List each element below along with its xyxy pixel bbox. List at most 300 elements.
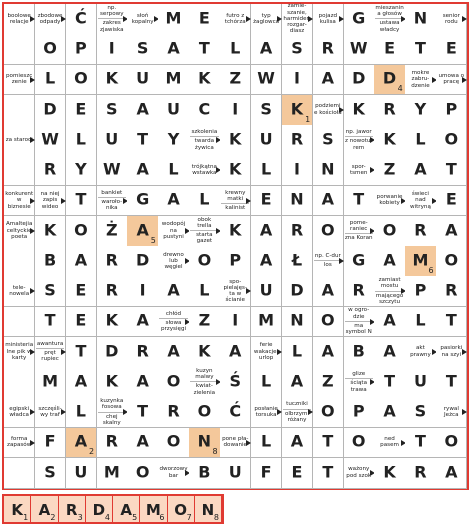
letter-cell[interactable] [35, 95, 66, 126]
letter-cell[interactable] [374, 34, 405, 65]
clue-cell [35, 4, 66, 35]
letter-cell[interactable] [282, 125, 313, 156]
letter-cell[interactable] [436, 125, 467, 156]
solution-number: 5 [150, 235, 156, 245]
letter-cell[interactable] [220, 125, 251, 156]
clue-text: zna Koran [344, 235, 373, 242]
letter-cell[interactable] [344, 65, 375, 96]
letter-cell[interactable] [189, 397, 220, 428]
letter-cell[interactable] [35, 276, 66, 307]
clue-text: krewny matki [225, 189, 246, 202]
clue-cell [220, 428, 251, 459]
clue-cell [189, 155, 220, 186]
letter-cell[interactable] [344, 397, 375, 428]
cell-letter: N [290, 190, 304, 210]
letter-cell[interactable] [220, 367, 251, 398]
letter-cell[interactable] [313, 276, 344, 307]
letter-cell[interactable] [405, 246, 436, 277]
letter-cell[interactable] [97, 367, 128, 398]
letter-cell[interactable] [282, 216, 313, 247]
letter-cell[interactable] [127, 367, 158, 398]
letter-cell[interactable] [282, 246, 313, 277]
letter-cell[interactable] [66, 367, 97, 398]
cell-letter: I [139, 280, 146, 300]
letter-cell[interactable] [282, 155, 313, 186]
clue-cell [35, 397, 66, 428]
letter-cell[interactable] [97, 428, 128, 459]
letter-cell[interactable] [344, 95, 375, 126]
letter-cell[interactable] [344, 428, 375, 459]
letter-cell[interactable] [127, 216, 158, 247]
cell-letter: Ś [229, 371, 241, 391]
letter-cell[interactable] [127, 276, 158, 307]
clue-text-wrap [345, 459, 373, 487]
clue-text: akt prawny [410, 345, 431, 358]
clue-cell [344, 125, 375, 156]
cell-letter: O [444, 129, 459, 149]
clue-text-wrap [314, 247, 342, 275]
letter-cell[interactable] [158, 65, 189, 96]
clue-cell [374, 186, 405, 217]
letter-cell[interactable] [282, 428, 313, 459]
letter-cell[interactable] [436, 246, 467, 277]
letter-cell[interactable] [189, 428, 220, 459]
letter-cell[interactable] [35, 307, 66, 338]
letter-cell[interactable] [251, 34, 282, 65]
letter-cell[interactable] [220, 34, 251, 65]
letter-cell[interactable] [405, 125, 436, 156]
letter-cell[interactable] [158, 186, 189, 217]
clue-cell [158, 307, 189, 338]
clue-text: ściąta trawa [345, 378, 373, 393]
letter-cell[interactable] [374, 307, 405, 338]
clue-text-wrap [190, 217, 218, 245]
letter-cell[interactable] [35, 458, 66, 489]
letter-cell[interactable] [251, 428, 282, 459]
letter-cell[interactable] [127, 246, 158, 277]
cell-letter: S [106, 99, 118, 119]
cell-letter: S [136, 38, 149, 58]
solution-cell[interactable] [59, 496, 86, 522]
letter-cell[interactable] [374, 65, 405, 96]
letter-cell[interactable] [97, 246, 128, 277]
letter-cell[interactable] [220, 95, 251, 126]
solution-cell[interactable] [31, 496, 58, 522]
letter-cell[interactable] [313, 397, 344, 428]
clue-text: olbrzymi różany [283, 409, 311, 424]
cell-letter: M [165, 69, 182, 89]
cell-letter: K [229, 129, 242, 149]
cell-letter: O [74, 220, 88, 240]
cell-letter: A [383, 401, 396, 421]
letter-cell[interactable] [97, 95, 128, 126]
cell-letter: Ł [291, 250, 303, 270]
clue-cell [97, 186, 128, 217]
cell-letter: A [136, 159, 149, 179]
letter-cell[interactable] [66, 65, 97, 96]
clue-cell [97, 4, 128, 35]
cell-letter: U [228, 462, 242, 482]
clue-text-wrap [437, 398, 465, 426]
solution-number: 5 [132, 513, 138, 522]
cell-letter: I [232, 311, 239, 331]
letter-cell[interactable] [436, 307, 467, 338]
letter-cell[interactable] [436, 95, 467, 126]
cell-letter: K [352, 99, 365, 119]
cell-letter: K [383, 462, 396, 482]
letter-cell[interactable] [66, 276, 97, 307]
letter-cell[interactable] [374, 246, 405, 277]
letter-cell[interactable] [35, 34, 66, 65]
clue-cell [436, 397, 467, 428]
letter-cell[interactable] [313, 125, 344, 156]
clue-text-wrap [5, 398, 33, 426]
letter-cell[interactable] [66, 397, 97, 428]
letter-cell[interactable] [251, 307, 282, 338]
letter-cell[interactable] [405, 4, 436, 35]
letter-cell[interactable] [220, 307, 251, 338]
cell-letter: T [75, 341, 87, 361]
letter-cell[interactable] [189, 95, 220, 126]
solution-cell[interactable] [168, 496, 195, 522]
letter-cell[interactable] [220, 246, 251, 277]
clue-cell [4, 186, 35, 217]
letter-cell[interactable] [282, 458, 313, 489]
clue-cell [344, 458, 375, 489]
cell-letter: W [349, 38, 368, 58]
letter-cell[interactable] [436, 186, 467, 217]
letter-cell[interactable] [158, 276, 189, 307]
letter-cell[interactable] [97, 276, 128, 307]
letter-cell[interactable] [374, 95, 405, 126]
letter-cell[interactable] [66, 186, 97, 217]
letter-cell[interactable] [127, 428, 158, 459]
letter-cell[interactable] [189, 186, 220, 217]
letter-cell[interactable] [189, 34, 220, 65]
letter-cell[interactable] [344, 276, 375, 307]
letter-cell[interactable] [251, 367, 282, 398]
clue-text: ferie wakacje, urlop [253, 342, 279, 361]
letter-cell[interactable] [189, 4, 220, 35]
letter-cell[interactable] [158, 397, 189, 428]
solution-number: 4 [397, 84, 403, 94]
cell-letter: L [261, 371, 272, 391]
solution-cell[interactable] [195, 496, 222, 522]
solution-cell[interactable] [86, 496, 113, 522]
letter-cell[interactable] [66, 337, 97, 368]
letter-cell[interactable] [282, 337, 313, 368]
letter-cell[interactable] [313, 155, 344, 186]
letter-cell[interactable] [127, 337, 158, 368]
letter-cell[interactable] [282, 276, 313, 307]
letter-cell[interactable] [251, 95, 282, 126]
cell-letter: A [136, 220, 149, 240]
letter-cell[interactable] [436, 367, 467, 398]
letter-cell[interactable] [97, 216, 128, 247]
letter-cell[interactable] [251, 216, 282, 247]
cell-letter: A [290, 432, 304, 452]
clue-text: tuczniki [286, 401, 308, 408]
letter-cell[interactable] [35, 155, 66, 186]
cell-letter: K [105, 69, 118, 89]
letter-cell[interactable] [127, 95, 158, 126]
letter-cell[interactable] [189, 246, 220, 277]
cell-letter: K [105, 311, 118, 331]
cell-letter: A [445, 462, 458, 482]
solution-strip [2, 494, 224, 524]
letter-cell[interactable] [158, 95, 189, 126]
letter-cell[interactable] [344, 337, 375, 368]
letter-cell[interactable] [220, 458, 251, 489]
solution-number: 2 [50, 513, 56, 522]
letter-cell[interactable] [282, 65, 313, 96]
letter-cell[interactable] [374, 397, 405, 428]
letter-cell[interactable] [405, 34, 436, 65]
cell-letter: M [42, 371, 58, 391]
letter-cell[interactable] [282, 34, 313, 65]
cell-letter: I [294, 69, 300, 89]
cell-letter: K [383, 129, 396, 149]
cell-letter: O [74, 69, 88, 89]
cell-letter: K [198, 341, 211, 361]
letter-cell[interactable] [313, 307, 344, 338]
solution-cell[interactable] [113, 496, 140, 522]
letter-cell[interactable] [66, 4, 97, 35]
letter-cell[interactable] [97, 458, 128, 489]
clue-text: typ żaglowca [253, 12, 280, 25]
cell-letter: R [445, 280, 458, 300]
cell-letter: R [321, 38, 334, 58]
solution-number: 7 [186, 513, 192, 522]
letter-cell[interactable] [220, 397, 251, 428]
letter-cell[interactable] [158, 367, 189, 398]
cell-letter: A [383, 341, 396, 361]
letter-cell[interactable] [127, 125, 158, 156]
cell-letter: I [108, 38, 115, 58]
clue-text: mokre zabru-dzenie [411, 70, 430, 89]
letter-cell[interactable] [251, 276, 282, 307]
clue-cell [35, 186, 66, 217]
letter-cell[interactable] [405, 216, 436, 247]
letter-cell[interactable] [313, 65, 344, 96]
letter-cell[interactable] [313, 458, 344, 489]
letter-cell[interactable] [313, 428, 344, 459]
cell-letter: A [136, 311, 149, 331]
letter-cell[interactable] [66, 246, 97, 277]
cell-letter: B [198, 462, 211, 482]
clue-text: spo-pielajęs-ta w ścianie [223, 278, 247, 304]
letter-cell[interactable] [374, 458, 405, 489]
letter-cell[interactable] [127, 307, 158, 338]
clue-text-wrap [5, 277, 33, 305]
clue-text: glize [352, 371, 366, 377]
letter-cell[interactable] [97, 155, 128, 186]
letter-cell[interactable] [97, 34, 128, 65]
solution-cell[interactable] [140, 496, 167, 522]
cell-letter: A [321, 69, 335, 89]
letter-cell[interactable] [66, 95, 97, 126]
letter-cell[interactable] [405, 155, 436, 186]
cell-letter: N [197, 432, 212, 452]
cell-letter: T [75, 190, 87, 210]
letter-cell[interactable] [282, 307, 313, 338]
clue-cell [4, 34, 35, 65]
letter-cell[interactable] [35, 428, 66, 459]
letter-cell[interactable] [158, 337, 189, 368]
cell-letter: R [414, 220, 427, 240]
letter-cell[interactable] [66, 125, 97, 156]
letter-cell[interactable] [251, 155, 282, 186]
letter-cell[interactable] [344, 34, 375, 65]
letter-cell[interactable] [97, 337, 128, 368]
letter-cell[interactable] [220, 65, 251, 96]
cell-letter: U [259, 280, 273, 300]
cell-letter: G [352, 8, 366, 28]
letter-cell[interactable] [66, 307, 97, 338]
letter-cell[interactable] [97, 307, 128, 338]
letter-cell[interactable] [436, 34, 467, 65]
letter-cell[interactable] [405, 397, 436, 428]
clue-cell [282, 397, 313, 428]
cell-letter: L [199, 280, 210, 300]
letter-cell[interactable] [251, 246, 282, 277]
letter-cell[interactable] [158, 4, 189, 35]
letter-cell[interactable] [405, 276, 436, 307]
letter-cell[interactable] [313, 367, 344, 398]
cell-letter: O [166, 371, 181, 391]
clue-text-wrap [98, 187, 126, 215]
clue-text-wrap [5, 66, 33, 94]
letter-cell[interactable] [158, 155, 189, 186]
cell-letter: M [258, 311, 275, 331]
clue-text-wrap [406, 338, 434, 366]
clue-text-wrap [5, 459, 33, 487]
letter-cell[interactable] [313, 216, 344, 247]
letter-cell[interactable] [251, 458, 282, 489]
letter-cell[interactable] [189, 337, 220, 368]
letter-cell[interactable] [405, 307, 436, 338]
cell-letter: R [105, 250, 118, 270]
letter-cell[interactable] [436, 428, 467, 459]
letter-cell[interactable] [374, 125, 405, 156]
letter-cell[interactable] [282, 186, 313, 217]
letter-cell[interactable] [189, 307, 220, 338]
letter-cell[interactable] [189, 65, 220, 96]
clue-text-wrap [98, 5, 126, 33]
letter-cell[interactable] [189, 458, 220, 489]
letter-cell[interactable] [436, 216, 467, 247]
clue-cell [220, 186, 251, 217]
letter-cell[interactable] [220, 337, 251, 368]
letter-cell[interactable] [251, 186, 282, 217]
letter-cell[interactable] [405, 95, 436, 126]
letter-cell[interactable] [35, 125, 66, 156]
letter-cell[interactable] [282, 95, 313, 126]
letter-cell[interactable] [374, 337, 405, 368]
clue-text: posłanie torsuka [254, 405, 278, 419]
clue-text-wrap [375, 187, 403, 215]
clue-cell [4, 216, 35, 247]
letter-cell[interactable] [35, 246, 66, 277]
letter-cell[interactable] [374, 367, 405, 398]
letter-cell[interactable] [436, 276, 467, 307]
letter-cell[interactable] [127, 397, 158, 428]
letter-cell[interactable] [220, 216, 251, 247]
letter-cell[interactable] [405, 367, 436, 398]
letter-cell[interactable] [436, 458, 467, 489]
letter-cell[interactable] [405, 458, 436, 489]
letter-cell[interactable] [66, 34, 97, 65]
cell-letter: Ć [75, 8, 87, 28]
cell-letter: T [322, 462, 334, 482]
clue-text-wrap [314, 5, 342, 33]
letter-cell[interactable] [35, 65, 66, 96]
solution-cell[interactable] [4, 496, 31, 522]
clue-cell [4, 397, 35, 428]
letter-cell[interactable] [313, 34, 344, 65]
letter-cell[interactable] [66, 216, 97, 247]
solution-letter: K [11, 501, 23, 519]
letter-cell[interactable] [158, 125, 189, 156]
letter-cell[interactable] [127, 186, 158, 217]
letter-cell[interactable] [97, 65, 128, 96]
letter-cell[interactable] [35, 216, 66, 247]
clue-text-wrap [5, 5, 33, 33]
cell-letter: Ć [229, 401, 242, 421]
cell-letter: D [290, 280, 304, 300]
letter-cell[interactable] [127, 65, 158, 96]
letter-cell[interactable] [344, 246, 375, 277]
letter-cell[interactable] [127, 34, 158, 65]
clue-text: podziemie kościoła [314, 103, 342, 116]
cell-letter: R [352, 280, 365, 300]
letter-cell[interactable] [344, 186, 375, 217]
letter-cell[interactable] [127, 155, 158, 186]
cell-letter: O [135, 462, 150, 482]
letter-cell[interactable] [66, 458, 97, 489]
right-arrow-icon [462, 16, 467, 22]
letter-cell[interactable] [282, 367, 313, 398]
letter-cell[interactable] [374, 155, 405, 186]
cell-letter: E [445, 38, 457, 58]
clue-cell [344, 367, 375, 398]
letter-cell[interactable] [313, 337, 344, 368]
letter-cell[interactable] [158, 34, 189, 65]
letter-cell[interactable] [436, 155, 467, 186]
clue-text-wrap [5, 187, 33, 215]
clue-cell [189, 125, 220, 156]
letter-cell[interactable] [405, 428, 436, 459]
clue-cell [4, 125, 35, 156]
letter-cell[interactable] [374, 216, 405, 247]
letter-cell[interactable] [97, 125, 128, 156]
letter-cell[interactable] [158, 428, 189, 459]
cell-letter: G [136, 190, 150, 210]
letter-cell[interactable] [35, 367, 66, 398]
letter-cell[interactable] [251, 65, 282, 96]
letter-cell[interactable] [66, 155, 97, 186]
letter-cell[interactable] [189, 276, 220, 307]
letter-cell[interactable] [220, 155, 251, 186]
letter-cell[interactable] [127, 458, 158, 489]
letter-cell[interactable] [313, 186, 344, 217]
letter-cell[interactable] [344, 4, 375, 35]
letter-cell[interactable] [251, 125, 282, 156]
letter-cell[interactable] [66, 428, 97, 459]
cell-letter: L [75, 129, 86, 149]
cell-letter: T [445, 311, 457, 331]
solution-number: 6 [159, 513, 165, 522]
